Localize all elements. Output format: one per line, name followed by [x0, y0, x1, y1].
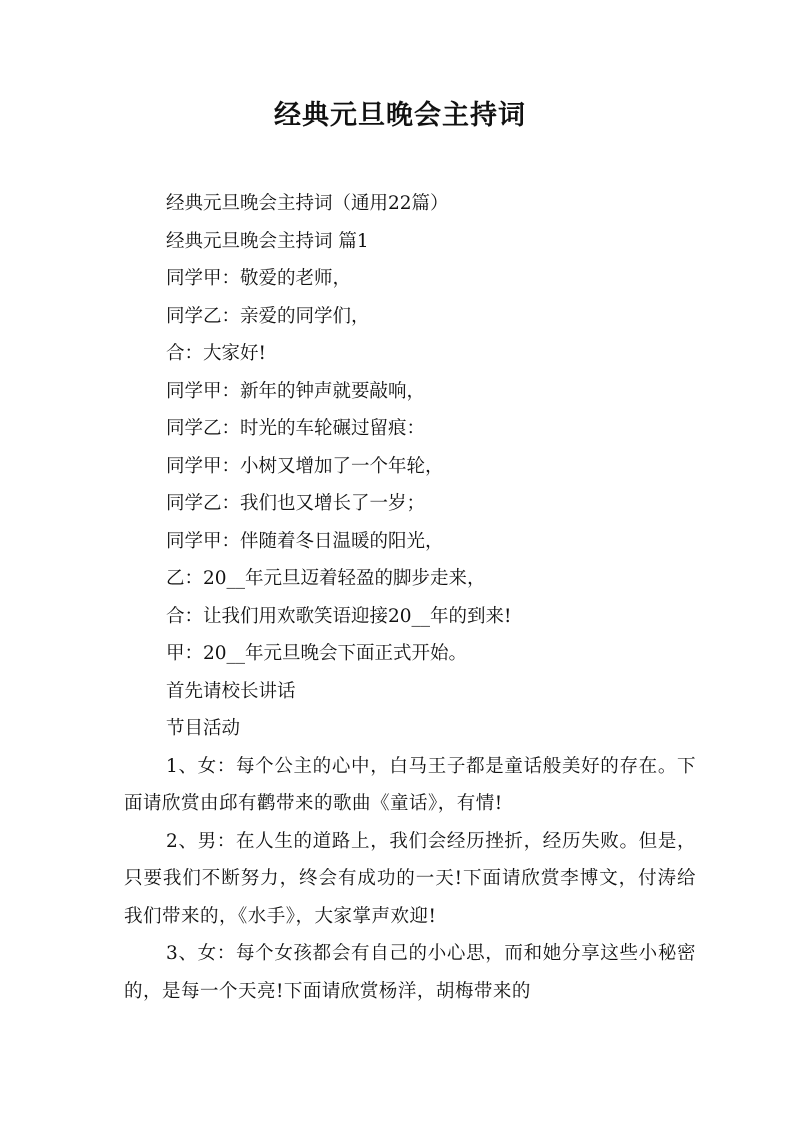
- script-line: 同学乙：亲爱的同学们，: [166, 305, 370, 327]
- script-line: 节目活动: [166, 718, 241, 739]
- script-line: 首先请校长讲话: [166, 680, 296, 702]
- section-heading: 经典元旦晚会主持词 篇1: [166, 230, 369, 252]
- script-line: 同学乙：时光的车轮碾过留痕：: [166, 418, 426, 439]
- script-line: 同学甲：小树又增加了一个年轮，: [166, 455, 444, 477]
- script-line: 合：大家好!: [166, 343, 266, 364]
- script-line: 乙：20__年元旦迈着轻盈的脚步走来，: [166, 568, 486, 589]
- script-line: 同学甲：伴随着冬日温暖的阳光，: [166, 530, 444, 552]
- script-line: 同学甲：新年的钟声就要敲响，: [166, 380, 426, 402]
- program-paragraph: 1、女：每个公主的心中，白马王子都是童话般美好的存在。下面请欣赏由邱有鹳带来的歌曲《童话》，有情!: [124, 755, 696, 814]
- document-body: [124, 185, 696, 1010]
- subtitle-line: 经典元旦晚会主持词（通用22篇）: [166, 193, 449, 214]
- script-line: 合：让我们用欢歌笑语迎接20__年的到来!: [166, 605, 512, 627]
- document-title: 经典元旦晚会主持词: [274, 100, 526, 131]
- program-paragraph: 2、男：在人生的道路上，我们会经历挫折，经历失败。但是，只要我们不断努力，终会有成功的一天!下面请欣赏李博文，付涛给我们带来的，《水手》，大家掌声欢迎!: [124, 830, 696, 927]
- script-line: 同学乙：我们也又增长了一岁；: [166, 493, 426, 514]
- program-paragraph: 3、女：每个女孩都会有自己的小心思，而和她分享这些小秘密的，是每一个天亮!下面请欣赏杨洋，胡梅带来的: [124, 943, 696, 1002]
- script-line: 同学甲：敬爱的老师，: [166, 268, 352, 289]
- script-line: 甲：20__年元旦晚会下面正式开始。: [166, 643, 468, 664]
